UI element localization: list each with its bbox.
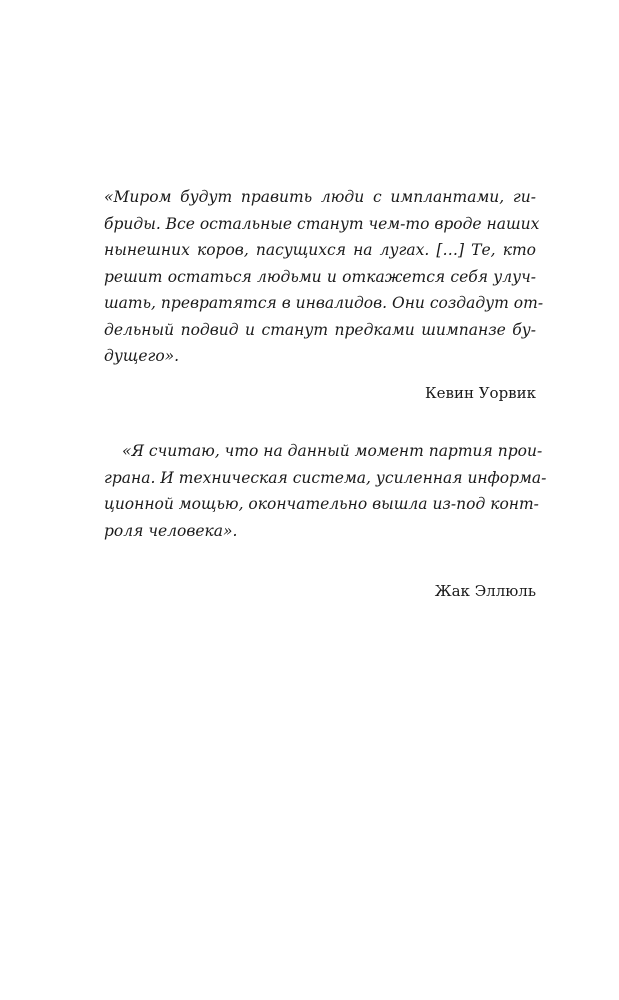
quote-line: бриды. Все остальные станут чем-то вроде наших <box>104 214 540 233</box>
quote-line: дущего». <box>104 347 180 365</box>
quote-author: Жак Эллюль <box>434 582 536 600</box>
quote-author: Кевин Уорвик <box>425 383 536 402</box>
epigraph-quote-warwick <box>104 184 544 404</box>
quote-line: ционной мощью, окончательно вышла из-под конт- <box>104 495 539 513</box>
quote-line: «Миром будут править люди с имплантами, ги- <box>104 188 536 206</box>
quote-line: «Я считаю, что на данный момент партия прои- <box>122 442 543 460</box>
quote-line: шать, превратятся в инвалидов. Они создадут от- <box>104 294 544 312</box>
quote-line: роля человека». <box>104 521 238 540</box>
quote-line: решит остаться людьми и откажется себя улуч- <box>104 267 536 286</box>
quote-line: грана. И техническая система, усиленная информа- <box>104 468 547 487</box>
epigraph-quote-ellul <box>104 438 547 602</box>
quote-line: нынешних коров, пасущихся на лугах. […] Те, кто <box>104 241 536 259</box>
quote-line: дельный подвид и станут предками шимпанзе бу- <box>104 320 536 339</box>
